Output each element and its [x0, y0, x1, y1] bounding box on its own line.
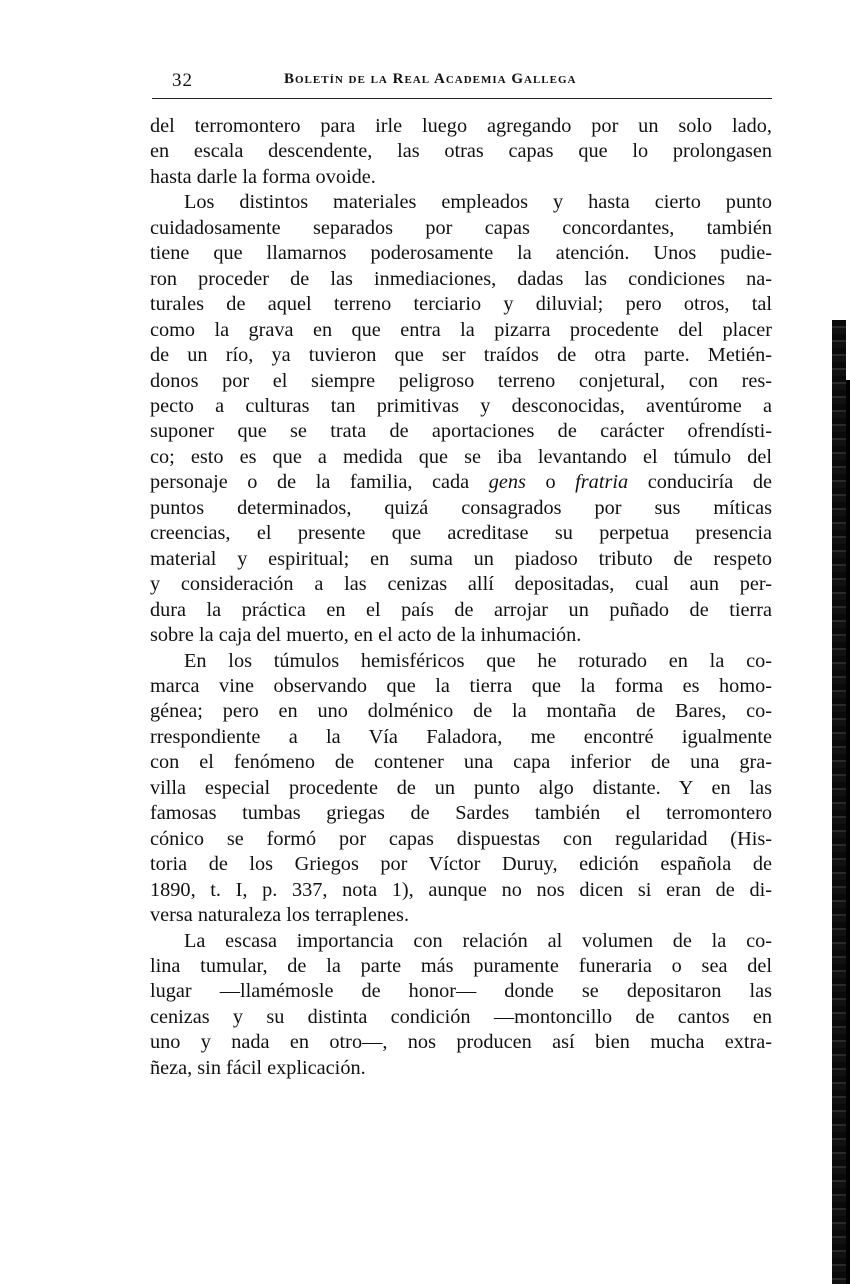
paragraph	[150, 929, 772, 1082]
text-line: con el fenómeno de contener una capa inferior de una gra-	[150, 751, 772, 774]
text-line: famosas tumbas griegas de Sardes también el terromontero	[150, 802, 772, 825]
italic-term: fratria	[575, 471, 629, 494]
text-line: tiene que llamarnos poderosamente la atención. Unos pudie-	[150, 242, 772, 265]
paragraph	[150, 190, 772, 648]
text-line: génea; pero en uno dolménico de la montaña de Bares, co-	[150, 700, 772, 723]
text-line: La escasa importancia con relación al volumen de la co-	[184, 929, 772, 952]
text-line: suponer que se trata de aportaciones de carácter ofrendísti-	[150, 420, 772, 443]
text-line: marca vine observando que la tierra que la forma es homo-	[150, 674, 772, 697]
text-line: cónico se formó por capas dispuestas con regularidad (His-	[150, 827, 772, 850]
text-line: donos por el siempre peligroso terreno conjetural, con res-	[150, 369, 772, 392]
text-line: creencias, el presente que acreditase su perpetua presencia	[150, 522, 772, 545]
paragraph	[150, 649, 772, 929]
running-title: Boletín de la Real Academia Gallega	[284, 71, 577, 87]
text-line: turales de aquel terreno terciario y diluvial; pero otros, tal	[150, 293, 772, 316]
scan-edge-border	[846, 380, 850, 1284]
text-line: versa naturaleza los terraplenes.	[150, 904, 410, 927]
text-line: cuidadosamente separados por capas concordantes, también	[150, 216, 772, 239]
paragraph	[150, 114, 772, 190]
text-line: ñeza, sin fácil explicación.	[150, 1056, 366, 1079]
text-line: de un río, ya tuvieron que ser traídos de otra parte. Metién-	[150, 344, 772, 367]
page-number: 32	[172, 70, 193, 91]
text-line: uno y nada en otro—, nos producen así bien mucha extra-	[150, 1031, 772, 1054]
text-line: toria de los Griegos por Víctor Duruy, edición española de	[150, 853, 772, 876]
page-header	[152, 68, 772, 94]
text-line: dura la práctica en el país de arrojar un puñado de tierra	[150, 598, 772, 621]
text-line: 1890, t. I, p. 337, nota 1), aunque no nos dicen si eran de di-	[150, 878, 772, 901]
text-line: lina tumular, de la parte más puramente funeraria o sea del	[150, 954, 772, 977]
text-line: material y espiritual; en suma un piadoso tributo de respeto	[150, 547, 772, 570]
italic-term: gens	[488, 471, 526, 494]
text-line: como la grava en que entra la pizarra procedente del placer	[150, 318, 772, 341]
text-line: lugar —llamémosle de honor— donde se depositaron las	[150, 980, 772, 1003]
text-line: ron proceder de las inmediaciones, dadas las condiciones na-	[150, 267, 772, 290]
text-line: del terromontero para irle luego agregando por un solo lado,	[150, 115, 772, 137]
text-line: pecto a culturas tan primitivas y desconocidas, aventúrome a	[150, 394, 772, 417]
header-rule	[152, 98, 772, 99]
text-line: cenizas y su distinta condición —montoncillo de cantos en	[150, 1005, 772, 1028]
text-line: puntos determinados, quizá consagrados por sus míticas	[150, 496, 772, 519]
text-line: villa especial procedente de un punto algo distante. Y en las	[150, 776, 772, 799]
text-line: sobre la caja del muerto, en el acto de la inhumación.	[150, 624, 582, 647]
text-line: co; esto es que a medida que se iba levantando el túmulo del	[150, 445, 772, 468]
text-line: en escala descendente, las otras capas que lo prolongasen	[150, 140, 772, 163]
text-line: Los distintos materiales empleados y hasta cierto punto	[184, 191, 772, 214]
text-line: En los túmulos hemisféricos que he roturado en la co-	[184, 649, 772, 672]
text-line: personaje o de la familia, cada gens o fratria conduciría de	[150, 471, 773, 494]
body-text	[150, 114, 772, 1081]
text-line: y consideración a las cenizas allí depositadas, cual aun per-	[150, 573, 772, 596]
scan-edge-shadow	[832, 320, 846, 1284]
text-line: hasta darle la forma ovoide.	[150, 165, 376, 188]
text-line: rrespondiente a la Vía Faladora, me encontré igualmente	[150, 725, 772, 748]
